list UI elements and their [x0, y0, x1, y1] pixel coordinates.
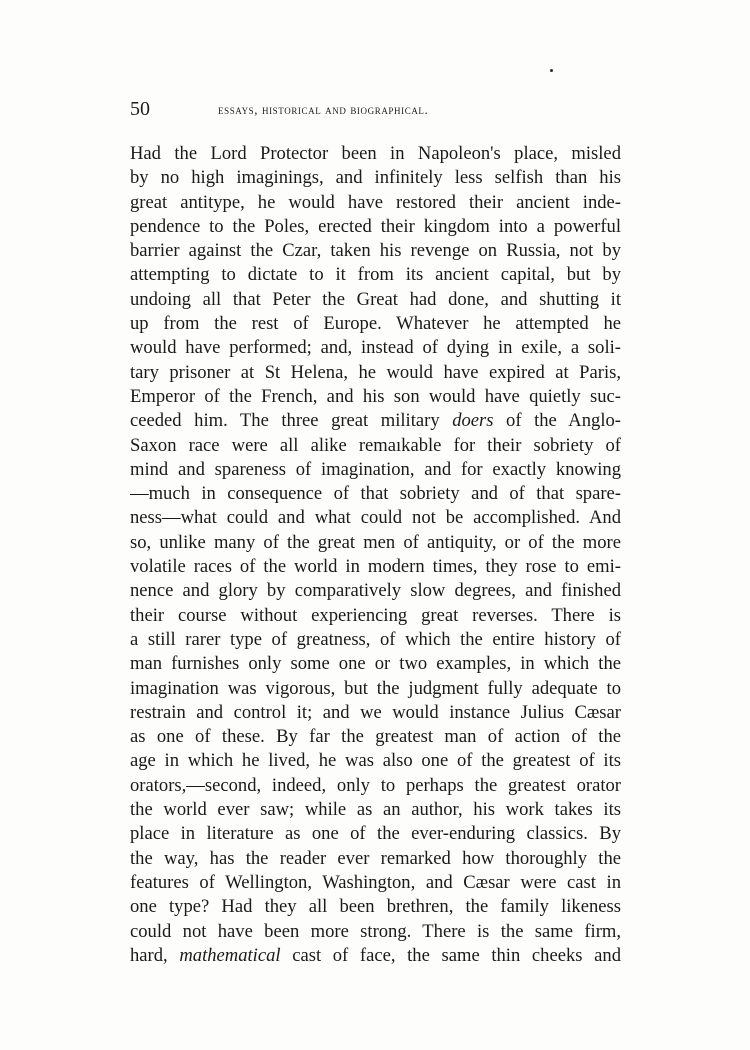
text-line: could not have been more strong. There is the same firm,: [130, 920, 621, 942]
text-line: restrain and control it; and we would instance Julius Cæsar: [130, 701, 621, 723]
italic-emphasis: doers: [452, 410, 494, 432]
print-speck: [550, 69, 553, 72]
text-line: barrier against the Czar, taken his revenge on Russia, not by: [130, 240, 621, 262]
text-line: ness—what could and what could not be accomplished. And: [130, 507, 621, 529]
text-line: up from the rest of Europe. Whatever he attempted he: [130, 313, 621, 335]
text-line: man furnishes only some one or two examples, in which the: [130, 653, 621, 675]
text-line: undoing all that Peter the Great had done, and shutting it: [130, 288, 621, 310]
text-line: a still rarer type of greatness, of which the entire history of: [130, 628, 621, 650]
body-text: [130, 142, 621, 968]
text-line: as one of these. By far the greatest man of action of the: [130, 726, 621, 748]
text-line: their course without experiencing great reverses. There is: [130, 604, 621, 626]
running-head: [130, 96, 630, 122]
text-line: nence and glory by comparatively slow degrees, and finished: [130, 580, 621, 602]
text-line: tary prisoner at St Helena, he would have expired at Paris,: [130, 361, 621, 383]
text-line: ceeded him. The three great military doers of the Anglo-: [130, 410, 621, 432]
text-line: Saxon race were all alike remaıkable for their sobriety of: [130, 434, 621, 456]
text-line: volatile races of the world in modern times, they rose to emi-: [130, 556, 621, 578]
text-line: age in which he lived, he was also one of the greatest of its: [130, 750, 621, 772]
text-line: by no high imaginings, and infinitely less selfish than his: [130, 167, 621, 189]
text-line: orators,—second, indeed, only to perhaps the greatest orator: [130, 774, 621, 796]
text-line: would have performed; and, instead of dying in exile, a soli-: [130, 337, 621, 359]
text-line: features of Wellington, Washington, and Cæsar were cast in: [130, 871, 621, 893]
text-line: so, unlike many of the great men of antiquity, or of the more: [130, 531, 621, 553]
text-line: one type? Had they all been brethren, the family likeness: [130, 896, 621, 918]
running-title: essays, historical and biographical.: [218, 102, 429, 117]
text-line: pendence to the Poles, erected their kingdom into a powerful: [130, 215, 621, 237]
text-line: the way, has the reader ever remarked how thoroughly the: [130, 847, 621, 869]
text-line: the world ever saw; while as an author, his work takes its: [130, 799, 621, 821]
text-line: place in literature as one of the ever-enduring classics. By: [130, 823, 621, 845]
text-line: —much in consequence of that sobriety and of that spare-: [130, 483, 621, 505]
text-line: attempting to dictate to it from its ancient capital, but by: [130, 264, 621, 286]
page-number: 50: [130, 98, 150, 120]
text-line: imagination was vigorous, but the judgment fully adequate to: [130, 677, 621, 699]
text-line: mind and spareness of imagination, and for exactly knowing: [130, 458, 621, 480]
text-line: hard, mathematical cast of face, the same thin cheeks and: [130, 944, 621, 966]
text-line: Emperor of the French, and his son would have quietly suc-: [130, 385, 621, 407]
italic-emphasis: mathematical: [179, 944, 281, 966]
text-line: great antitype, he would have restored their ancient inde-: [130, 191, 621, 213]
text-line: Had the Lord Protector been in Napoleon's place, misled: [130, 143, 621, 164]
